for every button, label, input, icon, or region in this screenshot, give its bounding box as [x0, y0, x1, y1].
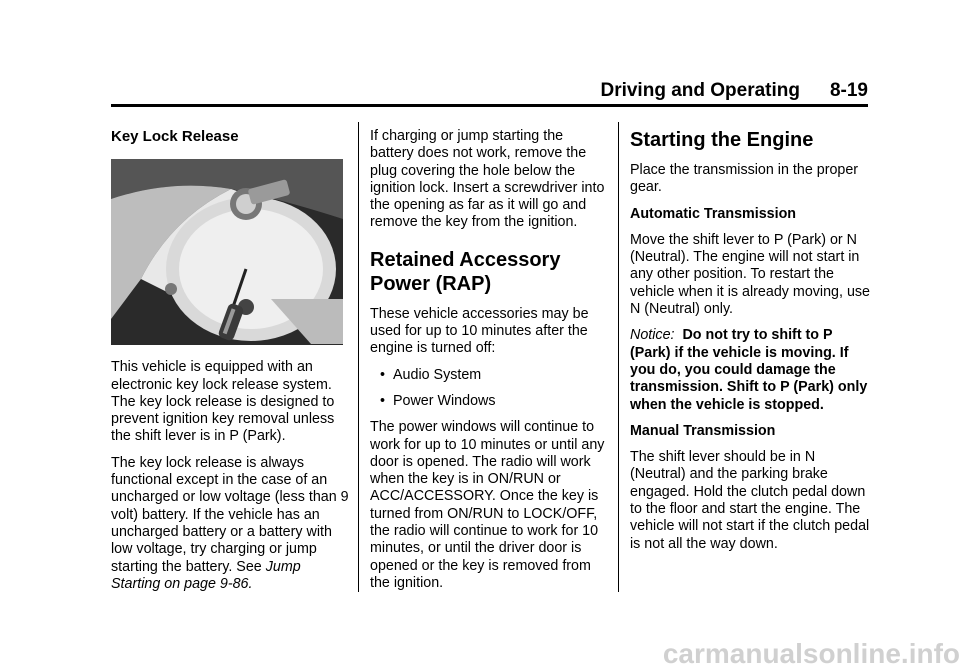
paragraph: These vehicle accessories may be used for up to 10 minutes after the engine is turned off:: [370, 305, 589, 357]
column-divider-1: [358, 122, 359, 592]
column-divider-2: [618, 122, 619, 592]
paragraph: This vehicle is equipped with an electronic key lock release system. The key lock release is designed to prevent ignition key removal unless the shift lever is in P (Park).: [111, 359, 335, 445]
notice-label: Notice:: [630, 327, 675, 344]
starting-engine-heading: Starting the Engine: [630, 129, 814, 151]
cross-reference-link[interactable]: Jump Starting on page 9-86.: [111, 558, 301, 592]
section-title: Driving and Operating: [600, 80, 800, 101]
key-lock-release-heading: Key Lock Release: [111, 128, 239, 145]
paragraph: The shift lever should be in N (Neutral) and the parking brake engaged. Hold the clutch pedal down to the floor and start the engine. The vehicle will not start if the clutch pedal is not all the way down.: [630, 449, 870, 552]
page-number: 8-19: [829, 80, 868, 101]
column-3: [630, 128, 870, 562]
rap-heading: Retained Accessory Power (RAP): [370, 248, 561, 295]
paragraph: Place the transmission in the proper gear.: [630, 162, 859, 196]
watermark: carmanualsonline.info: [662, 638, 960, 669]
manual-transmission-subheading: Manual Transmission: [630, 422, 776, 439]
column-2: [370, 128, 610, 601]
notice-paragraph: [630, 327, 870, 413]
bullet-item: • Audio System: [370, 367, 610, 384]
paragraph: If charging or jump starting the battery does not work, remove the plug covering the hole below the ignition lock. Insert a screwdriver into the opening as far as it will go and remove the key from the ignition.: [370, 128, 605, 231]
paragraph: The power windows will continue to work for up to 10 minutes or until any door is opened. The radio will work when the key is in ON/RUN or ACC/ACCESSORY. Once the key is turned from ON/RUN to LOCK/OFF, the radio will continue to work for 10 minutes, or until the driver door is opened or the key is removed from the ignition.: [370, 419, 605, 591]
paragraph: The key lock release is always functional except in the case of an uncharged or low voltage (less than 9 volt) battery. If the vehicle has an uncharged battery or a battery with low voltage, try charging or jump starting the battery. See Jump Starting on page 9-86.: [111, 454, 349, 592]
paragraph: Move the shift lever to P (Park) or N (Neutral). The engine will not start in any other position. To restart the vehicle when it is already moving, use N (Neutral) only.: [630, 231, 870, 318]
column-1: [111, 128, 351, 602]
header-rule: [111, 104, 868, 107]
automatic-transmission-subheading: Automatic Transmission: [630, 205, 797, 222]
notice-text: Do not try to shift to P (Park) if the vehicle is moving. If you do, you could damage the transmission. Shift to P (Park) only when the vehicle is stopped.: [630, 327, 868, 413]
bullet-item: • Power Windows: [370, 393, 610, 410]
ignition-screwdriver-illustration: [111, 159, 343, 345]
